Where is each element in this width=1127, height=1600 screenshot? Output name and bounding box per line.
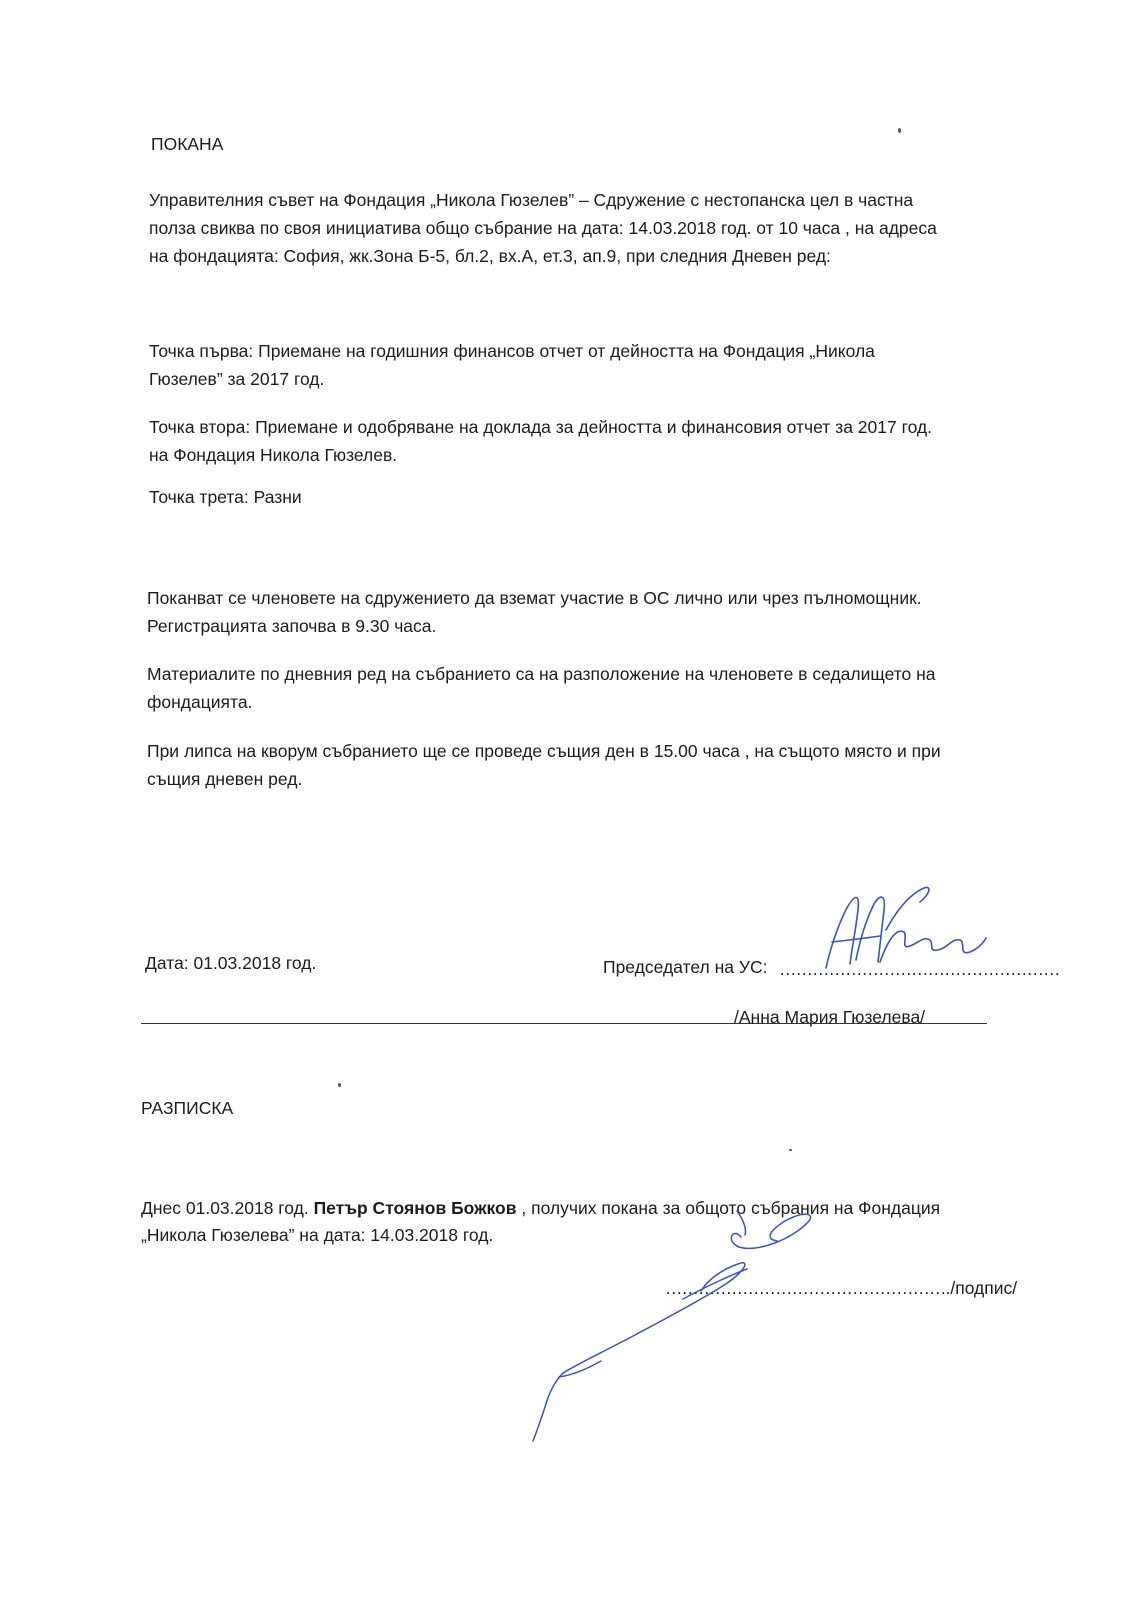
note-materials-line-1: Материалите по дневния ред на събранието са на разположение на членовете в седалището на — [147, 664, 936, 684]
scan-speck — [789, 1149, 792, 1151]
agenda-item-1-line-2: Гюзелев” за 2017 год. — [149, 369, 325, 389]
note-quorum-line-2: същия дневен ред. — [147, 769, 303, 789]
chair-signature-icon — [800, 880, 990, 975]
note-participation — [147, 584, 922, 640]
section-divider — [141, 1023, 987, 1024]
agenda-item-2-line-2: на Фондация Никола Гюзелев. — [149, 445, 398, 465]
recipient-name: Петър Стоянов Божков — [313, 1198, 517, 1218]
scan-speck — [898, 128, 901, 133]
intro-line-1: Управителния съвет на Фондация „Никола Гюзелев” – Сдружение с нестопанска цел в частна — [149, 190, 914, 210]
agenda-item-1-line-1: Точка първа: Приемане на годишния финансов отчет от дейността на Фондация „Никола — [149, 341, 875, 361]
invitation-title: ПОКАНА — [151, 134, 224, 154]
receipt-title: РАЗПИСКА — [141, 1098, 234, 1118]
note-materials — [147, 660, 936, 716]
recipient-signature-icon — [515, 1195, 845, 1445]
receipt-line-2: „Никола Гюзелева” на дата: 14.03.2018 год. — [141, 1225, 494, 1245]
chair-signature-dots: …………………………………………… — [779, 959, 1060, 979]
agenda-item-1 — [149, 337, 875, 393]
note-materials-line-2: фондацията. — [147, 692, 253, 712]
note-participation-line-2: Регистрацията започва в 9.30 часа. — [147, 616, 437, 636]
note-quorum — [147, 737, 941, 793]
agenda-item-2 — [149, 413, 932, 469]
receipt-line-1-suffix: , получих покана за общото събрания на Фондация — [516, 1198, 941, 1218]
agenda-item-2-line-1: Точка втора: Приемане и одобряване на доклада за дейността и финансовия отчет за 2017 год. — [149, 417, 932, 437]
invitation-intro — [149, 186, 937, 270]
chair-label: Председател на УС: — [603, 957, 768, 977]
invitation-date: Дата: 01.03.2018 год. — [145, 953, 317, 973]
note-participation-line-1: Поканват се членовете на сдружението да вземат участие в ОС лично или чрез пълномощник. — [147, 588, 922, 608]
note-quorum-line-1: При липса на кворум събранието ще се проведе същия ден в 15.00 часа , на същото място и при — [147, 741, 941, 761]
receipt-line-1-prefix: Днес 01.03.2018 год. — [141, 1198, 314, 1218]
scan-speck — [338, 1083, 341, 1087]
intro-line-2: полза свиква по своя инициатива общо събрание на дата: 14.03.2018 год. от 10 часа , на адреса — [149, 218, 937, 238]
receipt-signature-dots: …………………………………………… — [665, 1278, 946, 1298]
receipt-signature-label: ./подпис/ — [945, 1278, 1018, 1298]
agenda-item-3 — [149, 483, 302, 511]
agenda-item-3-line-1: Точка трета: Разни — [149, 487, 302, 507]
chair-name: /Анна Мария Гюзелева/ — [734, 1007, 926, 1027]
intro-line-3: на фондацията: София, жк.Зона Б-5, бл.2, вх.А, ет.3, ап.9, при следния Дневен ред: — [149, 246, 831, 266]
